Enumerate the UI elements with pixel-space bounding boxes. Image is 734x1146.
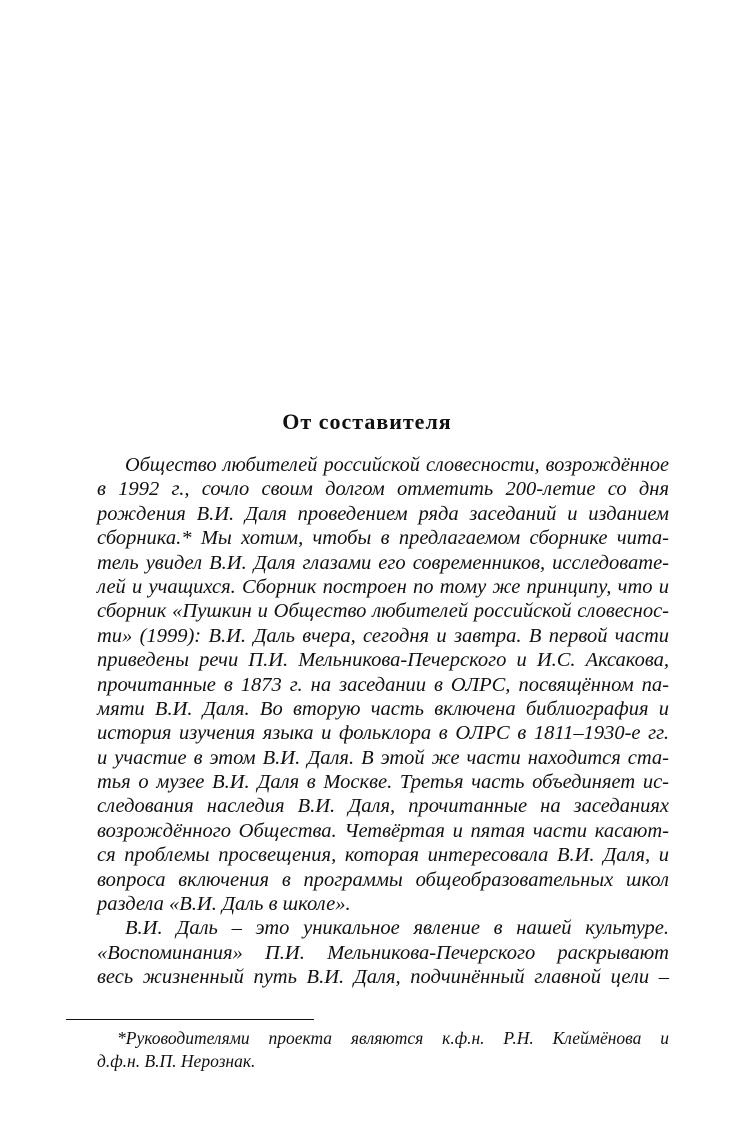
text-line: история изучения языка и фольклора в ОЛРС в 1811–1930-е гг. [97, 722, 669, 745]
text-line: В.И. Даль – это уникальное явление в нашей культуре. [125, 917, 669, 940]
text-line: следования наследия В.И. Даля, прочитанные на заседаниях [97, 795, 669, 818]
main-text [97, 453, 669, 990]
text-line: и участие в этом В.И. Даля. В этой же части находится ста- [97, 746, 669, 769]
text-line: тья о музее В.И. Даля в Москве. Третья часть объединяет ис- [97, 771, 669, 794]
text-line: весь жизненный путь В.И. Даля, подчинённый главной цели – [97, 966, 669, 989]
page-title: От составителя [282, 409, 452, 434]
text-line: сборника.* Мы хотим, чтобы в предлагаемом сборнике чита- [97, 527, 669, 550]
footnote [97, 1027, 669, 1073]
footnote-line: *Руководителями проекта являются к.ф.н. Р.Н. Клеймёнова и [117, 1028, 669, 1048]
text-line: тель увидел В.И. Даля глазами его современников, исследовате- [97, 551, 669, 574]
text-line: в 1992 г., сочло своим долгом отметить 200-летие со дня [97, 478, 669, 501]
text-line: сборник «Пушкин и Общество любителей российской словеснос- [97, 600, 669, 623]
text-line: лей и учащихся. Сборник построен по тому же принципу, что и [97, 575, 669, 598]
text-line: возрождённого Общества. Четвёртая и пятая части касают- [97, 819, 669, 842]
text-line: «Воспоминания» П.И. Мельникова-Печерского раскрывают [97, 941, 669, 964]
text-line: раздела «В.И. Даль в школе». [97, 893, 351, 916]
footnote-divider [66, 1019, 314, 1020]
text-line: рождения В.И. Даля проведением ряда заседаний и изданием [97, 502, 669, 525]
text-line: Общество любителей российской словесности, возрождённое [125, 454, 669, 476]
text-line: прочитанные в 1873 г. на заседании в ОЛРС, посвящённом па- [97, 673, 669, 696]
text-line: мяти В.И. Даля. Во вторую часть включена библиография и [97, 697, 669, 720]
text-line: ся проблемы просвещения, которая интересовала В.И. Даля, и [97, 844, 669, 867]
text-line: вопроса включения в программы общеобразовательных школ [97, 868, 669, 891]
text-line: ти» (1999): В.И. Даль вчера, сегодня и завтра. В первой части [97, 624, 669, 647]
footnote-line: д.ф.н. В.П. Нерознак. [97, 1051, 256, 1071]
text-line: приведены речи П.И. Мельникова-Печерского и И.С. Аксакова, [97, 649, 669, 672]
